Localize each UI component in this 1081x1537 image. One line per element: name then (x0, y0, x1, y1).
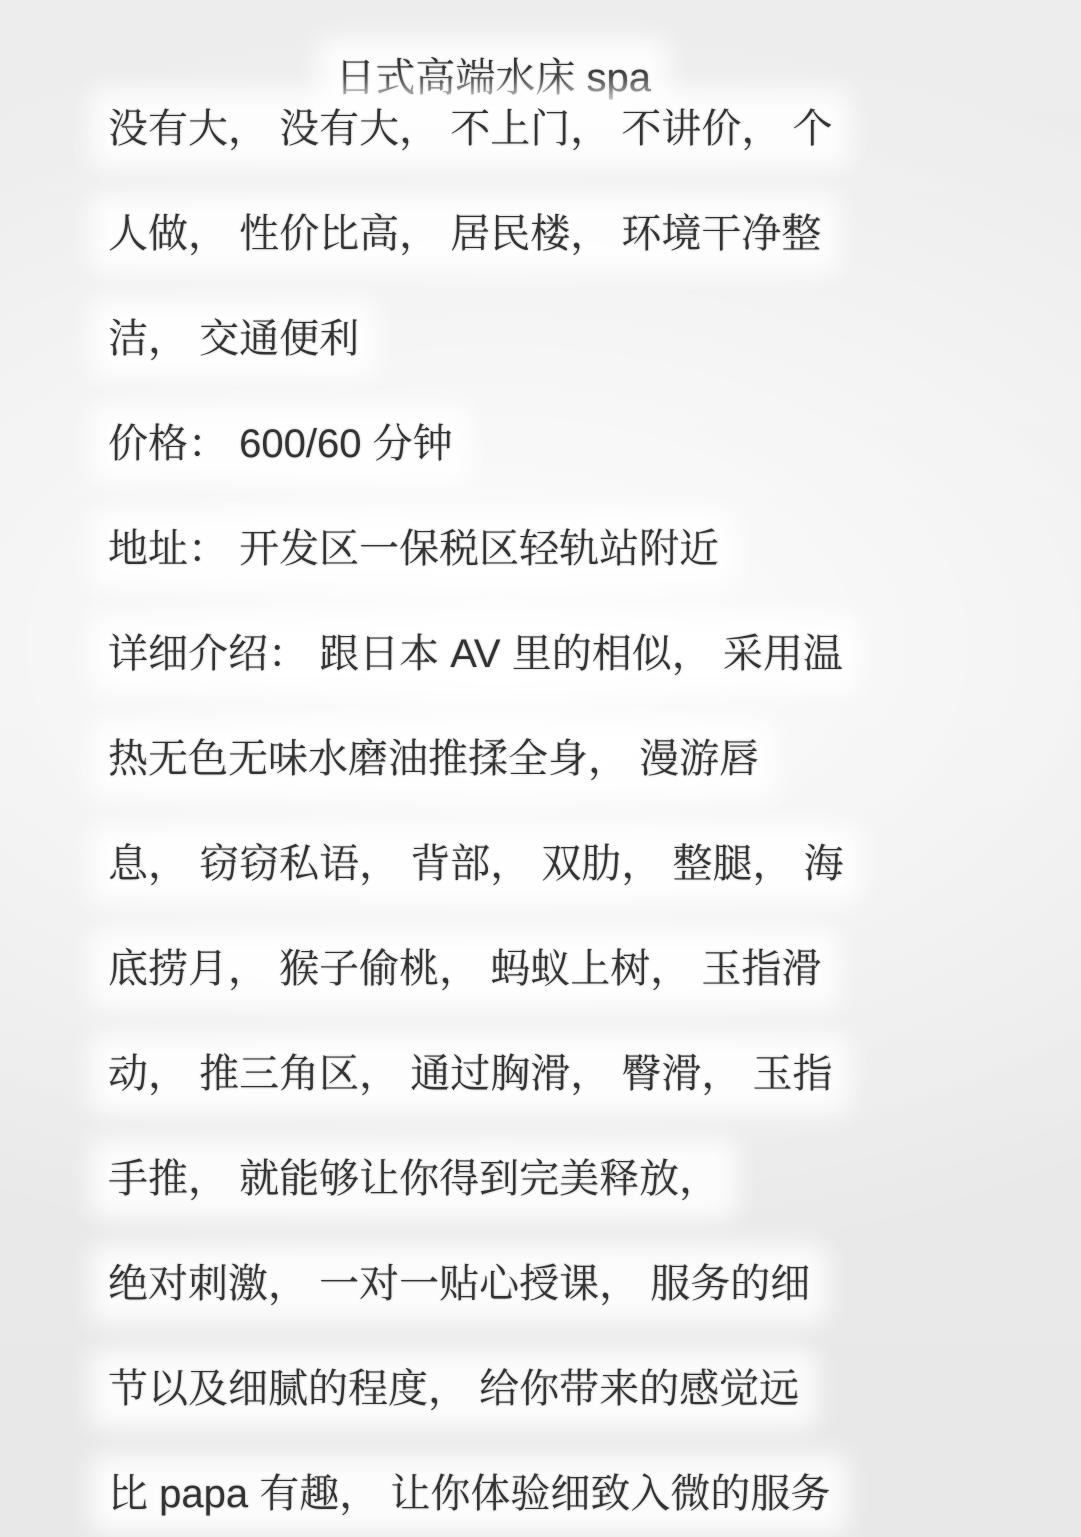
text-line-7-content: 热无色无味水磨油推揉全身， 漫游唇 (108, 737, 760, 781)
text-line-10 (108, 1022, 1061, 1127)
text-line-4 (108, 392, 1061, 497)
text-line-2 (108, 182, 1061, 287)
text-line-7 (108, 707, 1061, 812)
text-line-6 (108, 602, 1061, 707)
text-line-14 (108, 1442, 1061, 1537)
text-line-1 (108, 77, 1061, 182)
text-line-2-content: 人做， 性价比高， 居民楼， 环境干净整 (108, 212, 822, 256)
text-line-14-content: 比 papa 有趣， 让你体验细致入微的服务 (108, 1472, 831, 1516)
text-line-5 (108, 497, 1061, 602)
text-line-3 (108, 287, 1061, 392)
text-line-10-content: 动， 推三角区， 通过胸滑， 臀滑， 玉指 (108, 1052, 833, 1096)
text-line-11 (108, 1127, 1061, 1232)
text-line-12-content: 绝对刺激， 一对一贴心授课， 服务的细 (108, 1262, 811, 1306)
text-line-12 (108, 1232, 1061, 1337)
document-body (108, 77, 1061, 1537)
text-line-13-content: 节以及细腻的程度， 给你带来的感觉远 (108, 1367, 800, 1411)
text-line-8 (108, 812, 1061, 917)
page-title-text: 日式高端水床 spa (335, 56, 652, 100)
text-line-9 (108, 917, 1061, 1022)
text-line-8-content: 息， 窃窃私语， 背部， 双肋， 整腿， 海 (108, 842, 844, 886)
text-line-1-content: 没有大， 没有大， 不上门， 不讲价， 个 (108, 107, 833, 151)
text-line-13 (108, 1337, 1061, 1442)
text-line-9-content: 底捞月， 猴子偷桃， 蚂蚁上树， 玉指滑 (108, 947, 822, 991)
text-line-3-content: 洁， 交通便利 (108, 317, 360, 361)
text-line-11-content: 手推， 就能够让你得到完美释放， (108, 1157, 720, 1201)
text-line-5-content: 地址： 开发区一保税区轻轨站附近 (108, 527, 720, 571)
text-line-4-content: 价格： 600/60 分钟 (108, 422, 453, 466)
text-line-6-content: 详细介绍： 跟日本 AV 里的相似， 采用温 (108, 632, 843, 676)
